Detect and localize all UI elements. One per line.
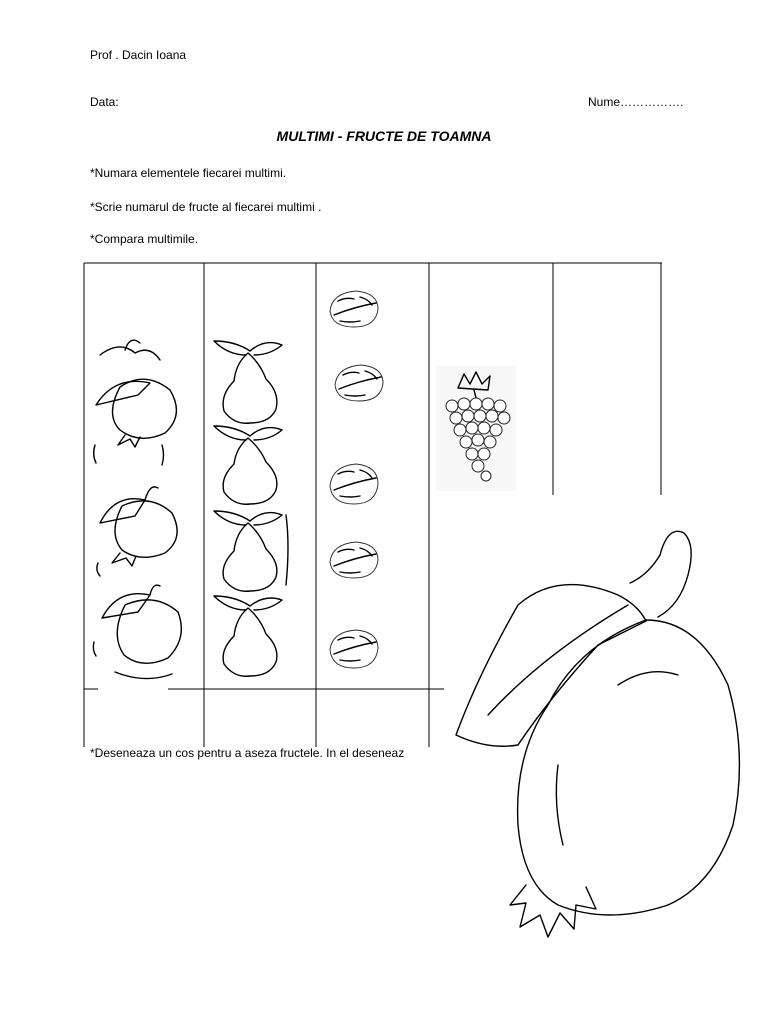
name-label: Nume……………. [588,95,684,109]
quince-icon [90,478,180,568]
instruction-2: *Scrie numarul de fructe al fiecarei multimi . [90,200,322,214]
walnut-icon [326,538,382,582]
footer-instruction: *Deseneaza un cos pentru a aseza fructele. In el deseneaz [90,746,405,760]
author-line: Prof . Dacin Ioana [90,48,187,62]
quince-icon [90,580,185,680]
date-label: Data: [90,95,119,109]
walnut-icon [331,361,387,405]
pear-icon [210,505,290,597]
pear-icon [210,420,285,508]
pear-icon [210,333,285,425]
count-cell-quince[interactable] [85,690,203,746]
count-cell-walnut[interactable] [317,690,428,746]
count-cell-pear[interactable] [205,690,315,746]
instruction-1: *Numara elementele fiecarei multimi. [90,166,287,180]
instruction-3: *Compara multimile. [90,232,199,246]
pear-icon [210,592,290,682]
worksheet-title: MULTIMI - FRUCTE DE TOAMNA [276,128,492,144]
walnut-icon [326,626,382,672]
large-quince-illustration [448,525,748,945]
quince-icon [90,335,180,455]
walnut-icon [326,287,382,331]
walnut-icon [326,460,382,508]
grapes-icon [436,366,516,491]
